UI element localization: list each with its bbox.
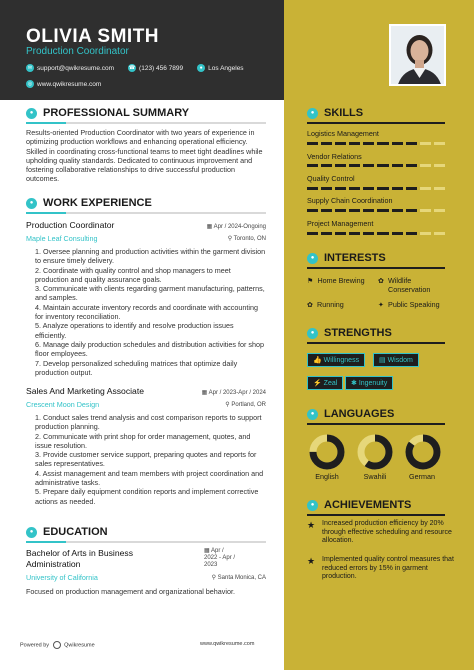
briefcase-icon: ● <box>26 198 37 209</box>
language-rings <box>307 432 447 472</box>
interests-divider <box>307 267 445 269</box>
star-icon: ★ <box>307 556 316 566</box>
phone-text: (123) 456 7899 <box>139 64 184 72</box>
skill-level-bar <box>307 209 445 212</box>
summary-heading <box>26 107 189 119</box>
language-icon: ● <box>307 409 318 420</box>
list-item: 1. Oversee planning and production activities within the garment division to ensure timely delivery. <box>35 247 266 266</box>
skill-level-bar <box>307 187 445 190</box>
job-location: ⚲ Portland, OR <box>225 402 266 408</box>
skill-name: Supply Chain Coordination <box>307 196 393 205</box>
experience-divider <box>26 212 266 214</box>
job-location: ⚲ Toronto, ON <box>227 236 266 242</box>
education-dates: ▦ Apr / 2022 - Apr / 2023 <box>204 548 236 568</box>
strengths-heading: ● STRENGTHS <box>307 327 392 339</box>
beer-icon: ⚑ <box>307 276 314 285</box>
job-dates: ▦ Apr / 2024-Ongoing <box>206 224 266 230</box>
list-item: 5. Prepare daily equipment condition reports and implement corrective actions as needed. <box>35 487 259 506</box>
email-item[interactable] <box>26 64 114 72</box>
footer-site[interactable]: www.qwikresume.com <box>200 641 255 647</box>
job-title: Sales And Marketing Associate <box>26 386 144 396</box>
list-item: 4. Assist management and team members with project coordination and administrative tasks. <box>35 468 264 488</box>
location-pin-icon: ⚲ <box>225 402 232 408</box>
interests-heading: ● INTERESTS <box>307 252 386 264</box>
summary-divider <box>26 122 266 124</box>
profile-photo <box>389 24 446 86</box>
job-bullets <box>26 413 266 506</box>
list-item: 5. Analyze operations to identify and resolve production issues efficiently. <box>35 321 234 340</box>
candidate-role: Production Coordinator <box>26 46 129 57</box>
graduation-cap-icon: ● <box>26 527 37 538</box>
list-item: 2. Coordinate with quality control and shop managers to meet production and quality assurance goals. <box>35 265 231 284</box>
interest-item: ⚑ Home Brewing <box>307 276 365 285</box>
location-pin-icon: ⚲ <box>227 236 234 242</box>
skill-name: Project Management <box>307 219 374 228</box>
achievements-heading: ● ACHIEVEMENTS <box>307 499 411 511</box>
skill-level-bar <box>307 232 445 235</box>
trophy-icon: ● <box>307 500 318 511</box>
language-name: English <box>315 472 339 481</box>
list-item: 1. Conduct sales trend analysis and cost comparison reports to support production planning. <box>35 413 262 432</box>
skill-name: Logistics Management <box>307 129 379 138</box>
job-company: Maple Leaf Consulting <box>26 234 98 243</box>
interest-item: ✿ Wildlife Conservation <box>378 276 431 294</box>
strengths-divider <box>307 342 445 344</box>
skill-level-bar <box>307 164 445 167</box>
heart-icon: ● <box>307 253 318 264</box>
portrait-image <box>391 26 446 86</box>
job-title: Production Coordinator <box>26 220 115 230</box>
footer-powered: Powered by Qwikresume <box>20 642 95 649</box>
location-text: Los Angeles <box>208 64 244 72</box>
summary-title: PROFESSIONAL SUMMARY <box>43 107 190 119</box>
experience-title: WORK EXPERIENCE <box>43 197 152 209</box>
calendar-icon: ▦ <box>201 390 209 396</box>
contact-row <box>26 64 244 72</box>
education-divider <box>26 541 266 543</box>
calendar-icon: ▦ <box>204 548 212 554</box>
job-company: Crescent Moon Design <box>26 400 100 409</box>
location-pin-icon: ● <box>197 64 205 72</box>
education-note: Focused on production management and organizational behavior. <box>26 587 235 596</box>
star-icon: ★ <box>307 520 316 530</box>
experience-heading <box>26 197 152 209</box>
language-name: Swahili <box>363 472 387 481</box>
languages-divider <box>307 423 445 425</box>
languages-heading: ● LANGUAGES <box>307 408 394 420</box>
bulb-icon: ✱ <box>351 380 359 387</box>
phone-icon: ☎ <box>128 65 136 71</box>
website-text: www.qwikresume.com <box>37 80 102 88</box>
list-item: 6. Manage daily production schedules and distribution activities for shop floor employees. <box>35 339 264 359</box>
interest-item: ✦ Public Speaking <box>378 300 440 309</box>
language-name: German <box>409 472 435 481</box>
candidate-name: OLIVIA SMITH <box>26 26 160 47</box>
email-icon: ✉ <box>27 65 33 71</box>
skills-divider <box>307 122 445 124</box>
location-pin-icon: ⚲ <box>211 575 218 581</box>
calendar-icon: ▦ <box>206 224 214 230</box>
education-heading <box>26 526 108 538</box>
location-item <box>197 64 243 72</box>
qwikresume-logo-icon <box>53 641 61 649</box>
list-item: 2. Communicate with print shop for order management, quotes, and issue resolution. <box>35 431 251 450</box>
microphone-icon: ✦ <box>378 300 385 309</box>
website-item[interactable] <box>26 80 101 88</box>
skills-heading: ● SKILLS <box>307 107 363 119</box>
skill-name: Quality Control <box>307 174 355 183</box>
strength-tag: ⚡ Zeal <box>307 376 343 390</box>
lightbulb-icon: ● <box>307 108 318 119</box>
strength-tag: 👍 Willingness <box>307 353 365 367</box>
summary-text: Results-oriented Production Coordinator with two years of experience in optimizing production workflows and enhancing operational efficiency. Skilled in coordinating cross-functional teams to meet tight deadlines while upholding quality standards. Dedicated to continuous improvement and fostering collaborative relationships to drive successful production outcomes. <box>26 128 263 184</box>
achievement-item: Implemented quality control measures that reduced errors by 15% in garment production. <box>322 556 454 581</box>
job-dates: ▦ Apr / 2023-Apr / 2024 <box>201 390 266 396</box>
education-title: EDUCATION <box>43 526 108 538</box>
strength-tag: ✱ Ingenuity <box>345 376 393 390</box>
phone-item <box>128 64 183 72</box>
achievement-item: Increased production efficiency by 20% through effective scheduling and resource allocation. <box>322 520 452 545</box>
running-icon: ✿ <box>307 300 314 309</box>
skill-name: Vendor Relations <box>307 152 362 161</box>
education-location: ⚲ Santa Monica, CA <box>211 575 266 581</box>
school-name: University of California <box>26 573 98 582</box>
interest-item: ✿ Running <box>307 300 344 309</box>
globe-icon: ◎ <box>27 81 33 87</box>
profile-icon: ● <box>26 108 37 119</box>
book-icon: ▤ <box>379 357 388 364</box>
strength-tag: ▤ Wisdom <box>373 353 419 367</box>
list-item: 3. Communicate with clients regarding garment manufacturing, patterns, and samples. <box>35 284 265 303</box>
achievements-divider <box>307 514 445 516</box>
paw-icon: ✿ <box>378 276 385 285</box>
star-icon: ● <box>307 328 318 339</box>
skill-level-bar <box>307 142 445 145</box>
job-bullets <box>26 247 266 377</box>
lightning-icon: ⚡ <box>313 380 324 387</box>
list-item: 7. Develop personalized scheduling matrices that optimize daily production output. <box>35 358 238 377</box>
list-item: 3. Provide customer service support, preparing quotes and reports for sales representatives. <box>35 450 257 469</box>
thumbs-up-icon: 👍 <box>313 357 324 364</box>
list-item: 4. Maintain accurate inventory records and coordinate with accounting for inventory reconciliation. <box>35 302 258 322</box>
degree-title: Bachelor of Arts in Business Administration <box>26 548 133 569</box>
email-text: support@qwikresume.com <box>37 64 115 72</box>
